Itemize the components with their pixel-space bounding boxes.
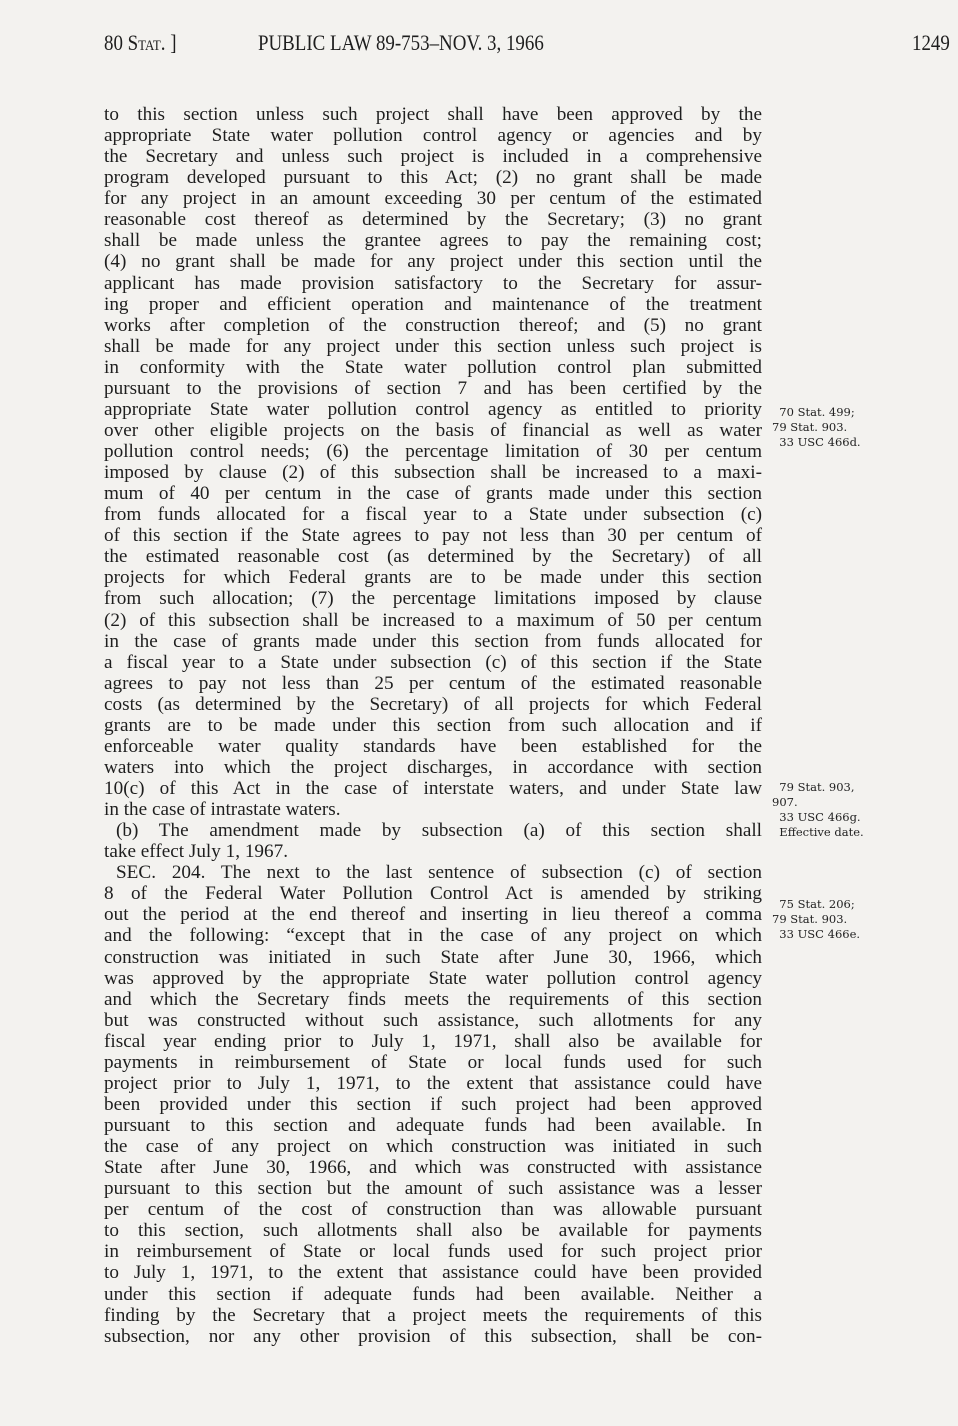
text-line: (2) of this subsection shall be increased to a maximum of 50 per centum — [104, 609, 762, 631]
text-line: from such allocation; (7) the percentage limitations imposed by clause — [104, 588, 762, 610]
text-line: and the following: “except that in the case of any project on which — [104, 925, 762, 947]
margin-note-citation-2 — [772, 780, 864, 840]
margin-note-line: 79 Stat. 903, — [772, 780, 855, 794]
margin-note-line: Effective date. — [772, 825, 864, 839]
text-line: in reimbursement of State or local funds used for such project prior — [104, 1241, 762, 1263]
text-line: agrees to pay not less than 25 per centum of the estimated reasonable — [104, 672, 762, 694]
text-line: (4) no grant shall be made for any project under this section until the — [104, 251, 762, 273]
text-line: payments in reimbursement of State or local funds used for such — [104, 1051, 762, 1073]
margin-note-line: 70 Stat. 499; — [772, 405, 855, 419]
text-line: in the case of intrastate waters. — [104, 799, 341, 821]
text-line: to this section, such allotments shall also be available for payments — [104, 1220, 762, 1242]
text-line: to July 1, 1971, to the extent that assistance could have been provided — [104, 1262, 762, 1284]
stat-label: Stat. ] — [127, 30, 177, 55]
text-line: projects for which Federal grants are to be made under this section — [104, 567, 762, 589]
page-number: 1249 — [912, 30, 950, 55]
text-line: fiscal year ending prior to July 1, 1971, shall also be available for — [104, 1030, 762, 1052]
text-line: enforceable water quality standards have been established for the — [104, 735, 762, 757]
volume-number: 80 — [104, 30, 123, 55]
margin-note-line: 907. — [772, 795, 798, 809]
text-line: ing proper and efficient operation and maintenance of the treatment — [104, 293, 762, 315]
text-line: pursuant to the provisions of section 7 and has been certified by the — [104, 377, 762, 399]
margin-note-line: 33 USC 466d. — [772, 435, 861, 449]
margin-note-line: 33 USC 466e. — [772, 927, 861, 941]
margin-note-line: 79 Stat. 903. — [772, 912, 848, 926]
text-line: but was constructed without such assistance, such allotments for any — [104, 1009, 762, 1031]
text-line: costs (as determined by the Secretary) of all projects for which Federal — [104, 693, 762, 715]
text-line: program developed pursuant to this Act; (2) no grant shall be made — [104, 167, 762, 189]
text-line: imposed by clause (2) of this subsection shall be increased to a maxi- — [104, 462, 762, 484]
text-line: waters into which the project discharges, in accordance with section — [104, 756, 762, 778]
text-line: the case of any project on which construction was initiated in such — [104, 1136, 762, 1158]
text-line: pursuant to this section and adequate funds had been available. In — [104, 1115, 762, 1136]
text-line: from funds allocated for a fiscal year to a State under subsection (c) — [104, 504, 762, 526]
text-line: per centum of the cost of construction than was allowable pursuant — [104, 1199, 762, 1221]
text-line: the Secretary and unless such project is included in a comprehensive — [104, 146, 762, 168]
text-line: mum of 40 per centum in the case of grants made under this section — [104, 483, 762, 505]
margin-note-line: 79 Stat. 903. — [772, 420, 848, 434]
text-line: pursuant to this section but the amount of such assistance was a lesser — [104, 1178, 762, 1200]
text-line: pollution control needs; (6) the percentage limitation of 30 per centum — [104, 441, 762, 462]
margin-note-line: 75 Stat. 206; — [772, 897, 855, 911]
text-line: (b) The amendment made by subsection (a) of this section shall — [116, 820, 762, 842]
text-line: appropriate State water pollution control agency as entitled to priority — [104, 398, 762, 420]
text-line: appropriate State water pollution control agency or agencies and by — [104, 125, 762, 147]
text-line: works after completion of the construction thereof; and (5) no grant — [104, 314, 762, 336]
text-line: reasonable cost thereof as determined by the Secretary; (3) no grant — [104, 209, 762, 231]
text-line: under this section if adequate funds had been available. Neither a — [104, 1283, 762, 1305]
text-line: to this section unless such project shall have been approved by the — [104, 104, 762, 125]
text-line: over other eligible projects on the basis of financial as well as water — [104, 419, 762, 441]
text-line: SEC. 204. The next to the last sentence of subsection (c) of section — [116, 862, 762, 884]
margin-note-citation-1 — [772, 405, 861, 450]
body-text — [104, 104, 762, 1347]
text-line: out the period at the end thereof and inserting in lieu thereof a comma — [104, 904, 762, 926]
margin-note-citation-3 — [772, 897, 860, 942]
text-line: in the case of grants made under this section from funds allocated for — [104, 630, 762, 652]
text-line: State after June 30, 1966, and which was constructed with assistance — [104, 1157, 762, 1179]
text-line: construction was initiated in such State after June 30, 1966, which — [104, 946, 762, 968]
text-line: project prior to July 1, 1971, to the extent that assistance could have — [104, 1072, 762, 1094]
text-line: for any project in an amount exceeding 30 per centum of the estimated — [104, 188, 762, 210]
text-line: the estimated reasonable cost (as determined by the Secretary) of all — [104, 546, 762, 568]
running-head-title: PUBLIC LAW 89-753–NOV. 3, 1966 — [258, 30, 544, 55]
text-line: subsection, nor any other provision of this subsection, shall be con- — [104, 1325, 762, 1347]
text-line: and which the Secretary finds meets the requirements of this section — [104, 988, 762, 1010]
text-line: in conformity with the State water pollution control plan submitted — [104, 356, 762, 378]
text-line: 10(c) of this Act in the case of interstate waters, and under State law — [104, 778, 762, 799]
text-line: take effect July 1, 1967. — [104, 841, 289, 863]
text-line: 8 of the Federal Water Pollution Control Act is amended by striking — [104, 883, 762, 905]
text-line: shall be made for any project under this section unless such project is — [104, 335, 762, 357]
text-line: applicant has made provision satisfactory to the Secretary for assur- — [104, 272, 762, 294]
margin-note-line: 33 USC 466g. — [772, 810, 861, 824]
text-line: shall be made unless the grantee agrees to pay the remaining cost; — [104, 230, 762, 252]
running-head-volume — [104, 30, 177, 56]
text-line: finding by the Secretary that a project meets the requirements of this — [104, 1304, 762, 1326]
text-line: been provided under this section if such project had been approved — [104, 1093, 762, 1115]
text-line: grants are to be made under this section from such allocation and if — [104, 714, 762, 736]
text-line: was approved by the appropriate State water pollution control agency — [104, 967, 762, 989]
text-line: a fiscal year to a State under subsection (c) of this section if the State — [104, 651, 762, 673]
text-line: of this section if the State agrees to pay not less than 30 per centum of — [104, 525, 762, 547]
